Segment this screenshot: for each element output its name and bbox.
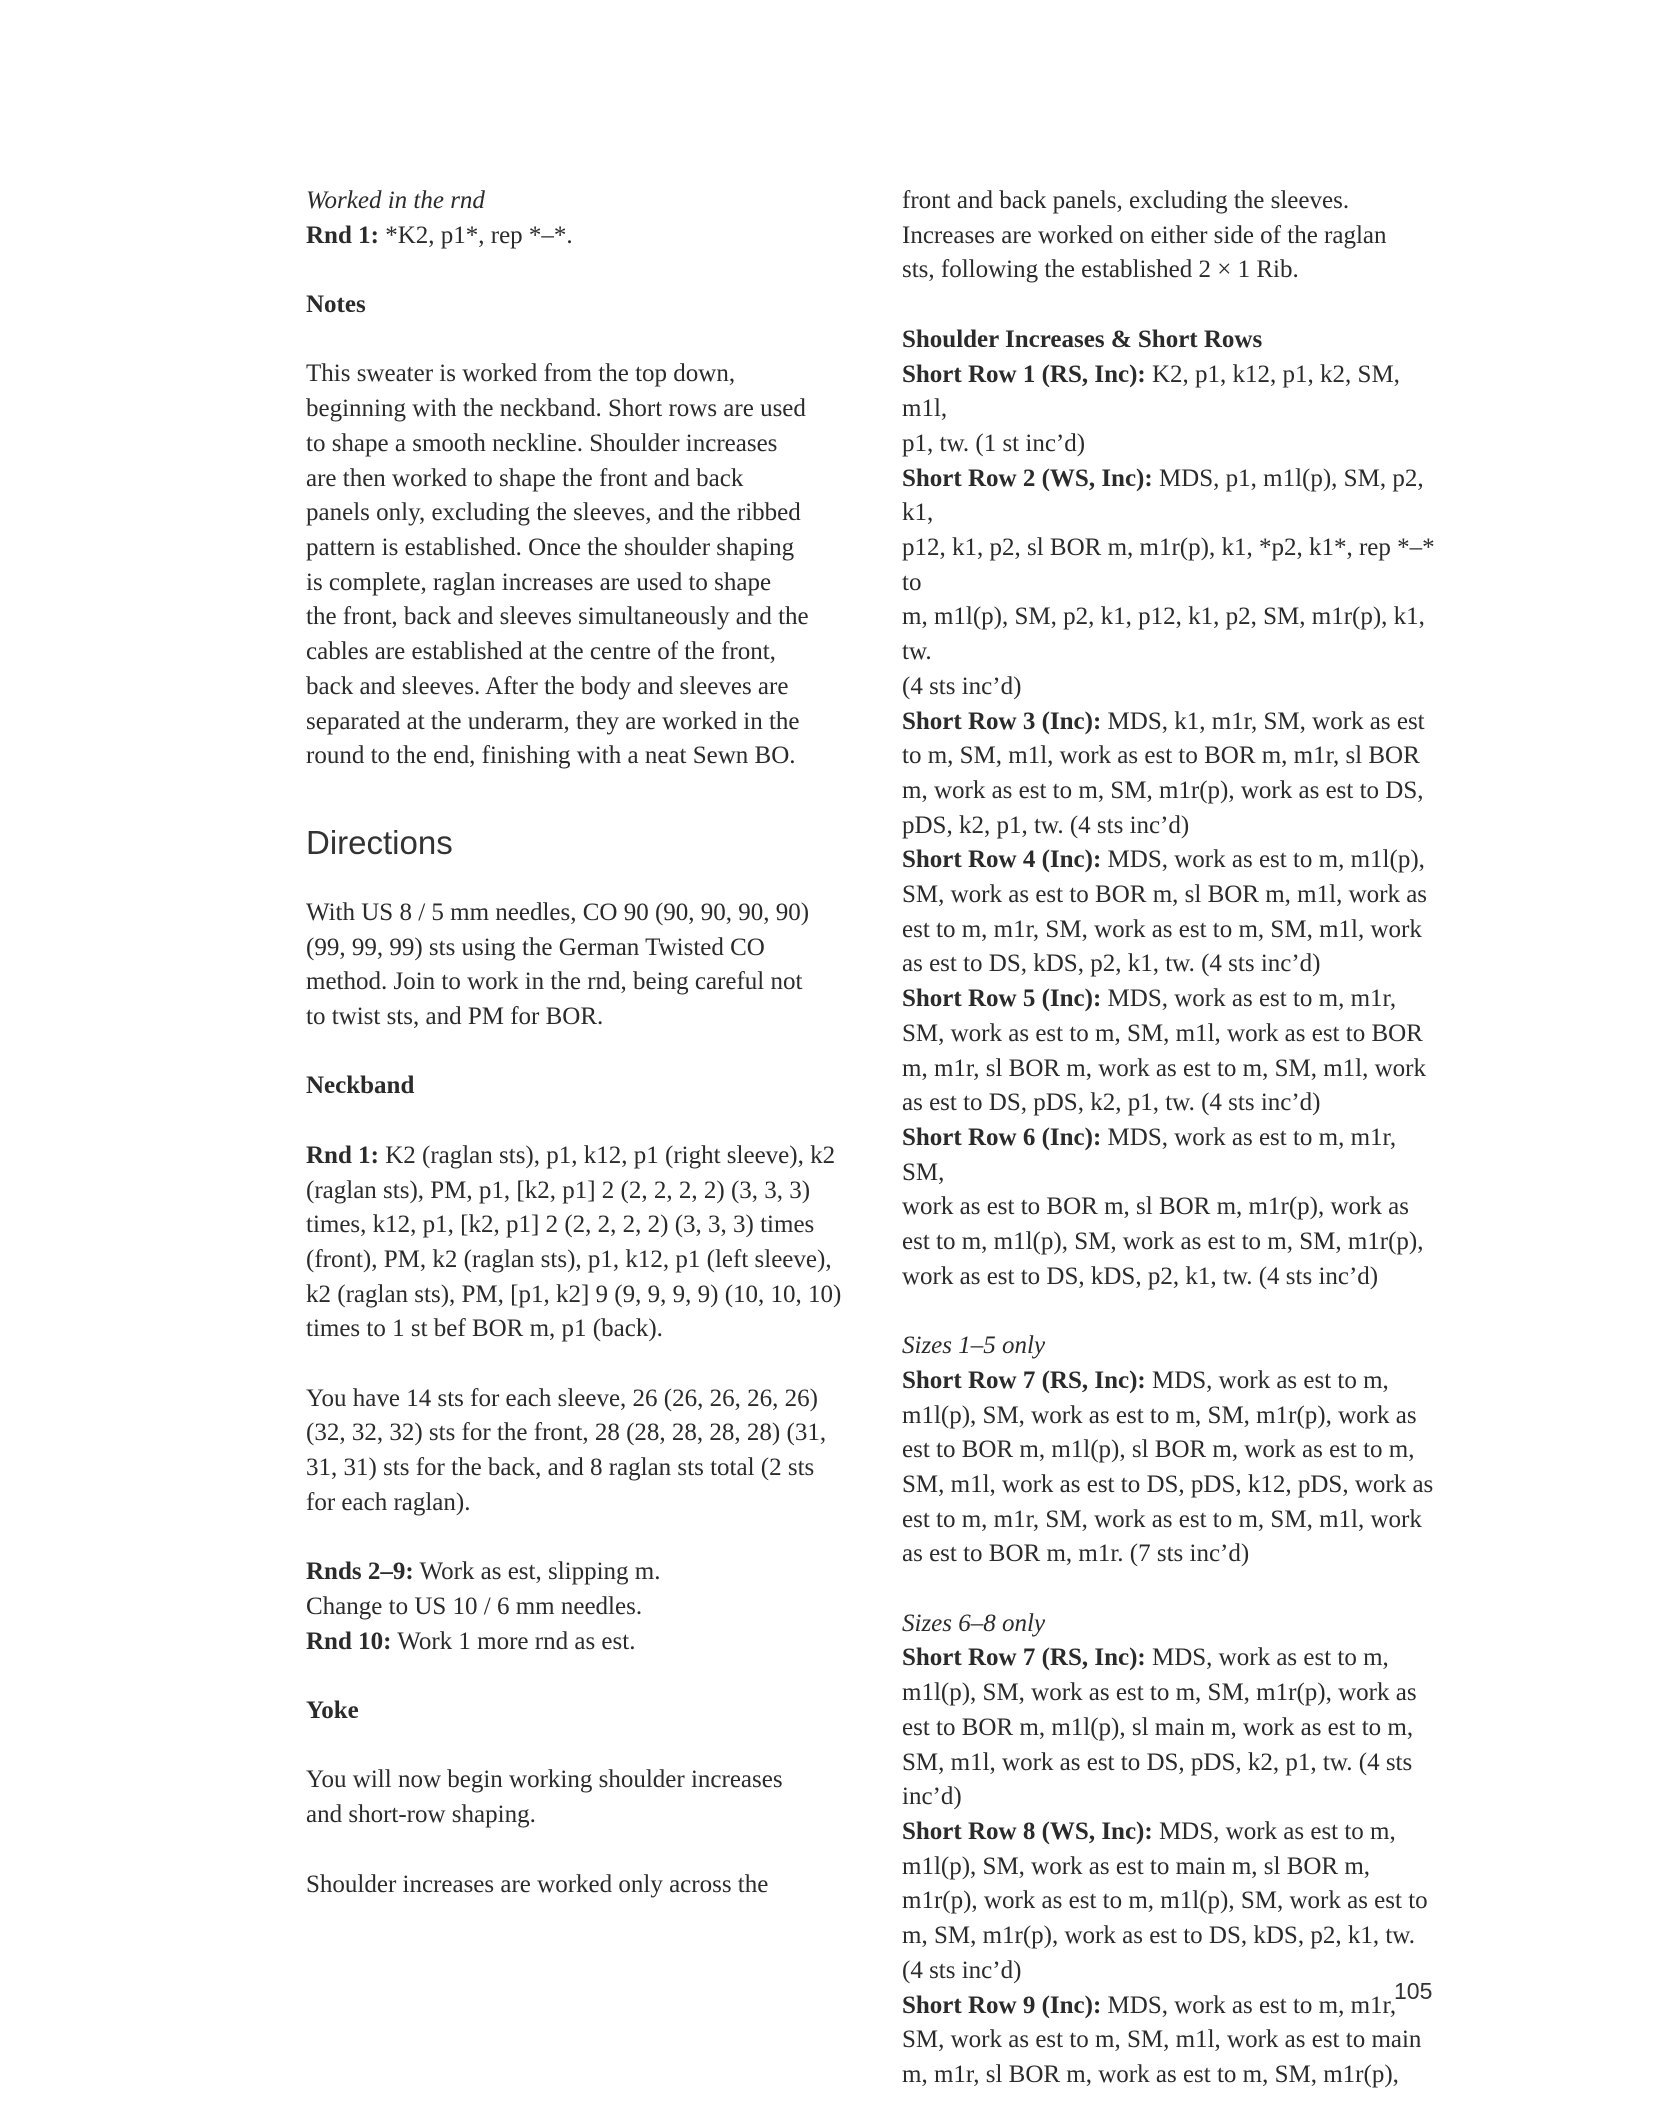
short-row-line: est to m, m1r, SM, work as est to m, SM, m1l, work <box>902 1505 1422 1533</box>
short-row-line <box>902 1641 1442 1676</box>
short-row-label: Short Row 1 (RS, Inc): <box>902 360 1146 388</box>
notes-line: round to the end, finishing with a neat Sewn BO. <box>306 742 796 770</box>
short-row-text: MDS, p1, m1l(p), SM, p2, k1, <box>902 464 1424 527</box>
short-row-line: work as est to DS, kDS, p2, k1, tw. (4 sts inc’d) <box>902 1262 1379 1290</box>
neckband-rnd1-line: (front), PM, k2 (raglan sts), p1, k12, p1 (left sleeve), <box>306 1245 832 1273</box>
rib-rnd-text: *K2, p1*, rep *–*. <box>378 221 573 249</box>
short-rows-group-b <box>902 1364 1442 1572</box>
short-row-label: Short Row 9 (Inc): <box>902 1991 1102 2019</box>
short-row-label: Short Row 4 (Inc): <box>902 846 1102 874</box>
short-rows-group-a <box>902 358 1442 1295</box>
short-row-text: MDS, work as est to m, <box>1152 1818 1396 1845</box>
neckband-rnd1-line: times to 1 st bef BOR m, p1 (back). <box>306 1315 663 1343</box>
directions-line: (99, 99, 99) sts using the German Twisted CO <box>306 933 765 961</box>
short-row-text: MDS, work as est to m, <box>1145 1644 1389 1672</box>
shoulder-intro-line: Shoulder increases are worked only across the <box>306 1870 769 1898</box>
count-line: 31, 31) sts for the back, and 8 raglan sts total (2 sts <box>306 1454 815 1482</box>
right-column <box>902 184 1442 2093</box>
short-rows-group-c <box>902 1641 1442 2092</box>
neckband-rnd1-line <box>306 1139 846 1174</box>
short-row-line: m, m1l(p), SM, p2, k1, p12, k1, p2, SM, m1r(p), k1, tw. <box>902 603 1425 666</box>
short-row-line: est to BOR m, m1l(p), sl main m, work as est to m, <box>902 1713 1414 1741</box>
rnds-2-9-label: Rnds 2–9: <box>306 1558 414 1586</box>
rnd-10-label: Rnd 10: <box>306 1627 392 1655</box>
short-row-line: m, m1r, sl BOR m, work as est to m, SM, m1l, work <box>902 1054 1427 1082</box>
notes-line: This sweater is worked from the top down, <box>306 360 736 388</box>
yoke-heading: Yoke <box>306 1697 359 1725</box>
short-row-line <box>902 1121 1442 1190</box>
directions-line: With US 8 / 5 mm needles, CO 90 (90, 90, 90, 90) <box>306 898 810 926</box>
short-row-line: pDS, k2, p1, tw. (4 sts inc’d) <box>902 811 1190 839</box>
short-row-line <box>902 358 1442 427</box>
short-row-line: (4 sts inc’d) <box>902 1956 1022 1984</box>
rnds-2-9-text: Work as est, slipping m. <box>413 1558 661 1586</box>
rnds-block <box>306 1555 846 1659</box>
short-row-line: SM, work as est to m, SM, m1l, work as est to main <box>902 2026 1422 2054</box>
short-row-line <box>902 1364 1442 1399</box>
intro-line: front and back panels, excluding the sleeves. <box>902 187 1350 214</box>
short-row-line: p1, tw. (1 st inc’d) <box>902 429 1086 457</box>
neckband-rnd1 <box>306 1139 846 1347</box>
short-row-line: p12, k1, p2, sl BOR m, m1r(p), k1, *p2, k1*, rep *–* to <box>902 534 1435 596</box>
short-row-line: as est to DS, pDS, k2, p1, tw. (4 sts inc’d) <box>902 1089 1321 1117</box>
yoke-line: You will now begin working shoulder increases <box>306 1766 783 1794</box>
directions-line: to twist sts, and PM for BOR. <box>306 1003 604 1031</box>
neckband-rnd1-line: k2 (raglan sts), PM, [p1, k2] 9 (9, 9, 9, 9) (10, 10, 10) <box>306 1280 842 1308</box>
short-row-line <box>902 705 1442 740</box>
notes-heading: Notes <box>306 291 366 319</box>
short-row-label: Short Row 7 (RS, Inc): <box>902 1366 1146 1394</box>
short-row-text: MDS, work as est to m, <box>1145 1366 1389 1394</box>
short-row-line: m1l(p), SM, work as est to m, SM, m1r(p), work as <box>902 1679 1417 1707</box>
short-row-text: MDS, work as est to m, m1r, SM, <box>902 1123 1397 1186</box>
rnd-10-text: Work 1 more rnd as est. <box>391 1627 636 1655</box>
page-number: 105 <box>1394 1978 1433 2004</box>
rnds-2-9-line <box>306 1555 846 1590</box>
short-row-line <box>902 1989 1442 2024</box>
short-row-text: MDS, work as est to m, m1r, <box>1101 1991 1397 2019</box>
yoke-line: and short-row shaping. <box>306 1801 536 1829</box>
intro-line: Increases are worked on either side of the raglan <box>902 221 1387 249</box>
count-line: You have 14 sts for each sleeve, 26 (26, 26, 26, 26) <box>306 1384 818 1412</box>
shoulder-increases-heading: Shoulder Increases & Short Rows <box>902 325 1263 353</box>
short-row-text: MDS, k1, m1r, SM, work as est <box>1101 707 1425 735</box>
notes-line: to shape a smooth neckline. Shoulder increases <box>306 429 778 457</box>
count-line: (32, 32, 32) sts for the front, 28 (28, 28, 28, 28) (31, <box>306 1419 827 1447</box>
short-row-line <box>902 1815 1442 1850</box>
short-row-line: m1l(p), SM, work as est to m, SM, m1r(p), work as <box>902 1401 1417 1429</box>
short-row-text: K2, p1, k12, p1, k2, SM, m1l, <box>902 360 1400 423</box>
short-row-line: est to m, m1l(p), SM, work as est to m, SM, m1r(p), <box>902 1228 1424 1256</box>
short-row-line: m, SM, m1r(p), work as est to DS, kDS, p2, k1, tw. <box>902 1922 1415 1950</box>
short-row-line: est to m, m1r, SM, work as est to m, SM, m1l, work <box>902 915 1422 943</box>
neckband-rnd1-text: K2 (raglan sts), p1, k12, p1 (right sleeve), k2 <box>378 1141 836 1169</box>
short-row-label: Short Row 8 (WS, Inc): <box>902 1818 1153 1845</box>
worked-in-rnd-label: Worked in the rnd <box>306 187 485 214</box>
count-line: for each raglan). <box>306 1488 471 1516</box>
intro-paragraph <box>902 184 1442 288</box>
short-row-text: MDS, work as est to m, m1l(p), <box>1101 846 1425 874</box>
rib-rnd-label: Rnd 1: <box>306 221 379 249</box>
short-row-line: m, m1r, sl BOR m, work as est to m, SM, m1r(p), <box>902 2060 1399 2088</box>
yoke-paragraph <box>306 1763 846 1832</box>
short-row-line: to m, SM, m1l, work as est to BOR m, m1r, sl BOR <box>902 742 1420 770</box>
short-row-label: Short Row 7 (RS, Inc): <box>902 1644 1146 1672</box>
notes-line: cables are established at the centre of the front, <box>306 638 776 666</box>
short-row-line: SM, work as est to m, SM, m1l, work as est to BOR <box>902 1019 1423 1047</box>
short-row-line: m, work as est to m, SM, m1r(p), work as est to DS, <box>902 776 1424 804</box>
short-row-label: Short Row 6 (Inc): <box>902 1123 1102 1151</box>
neckband-heading: Neckband <box>306 1072 415 1100</box>
short-row-line: SM, m1l, work as est to DS, pDS, k12, pDS, work as <box>902 1470 1434 1498</box>
change-needles-line: Change to US 10 / 6 mm needles. <box>306 1592 643 1620</box>
short-row-line: SM, m1l, work as est to DS, pDS, k2, p1, tw. (4 sts <box>902 1748 1413 1776</box>
short-row-label: Short Row 2 (WS, Inc): <box>902 464 1153 492</box>
sizes-1-5-label: Sizes 1–5 only <box>902 1332 1046 1360</box>
notes-line: separated at the underarm, they are worked in the <box>306 707 800 735</box>
short-row-line <box>902 462 1442 531</box>
notes-line: the front, back and sleeves simultaneously and the <box>306 603 809 631</box>
short-row-line: inc’d) <box>902 1783 962 1811</box>
directions-line: method. Join to work in the rnd, being careful not <box>306 968 803 996</box>
notes-paragraph <box>306 357 846 773</box>
notes-line: pattern is established. Once the shoulder shaping <box>306 534 795 561</box>
intro-line: sts, following the established 2 × 1 Rib. <box>902 256 1299 284</box>
short-row-line: est to BOR m, m1l(p), sl BOR m, work as est to m, <box>902 1436 1415 1464</box>
short-row-label: Short Row 3 (Inc): <box>902 707 1102 735</box>
short-row-text: MDS, work as est to m, m1r, <box>1101 985 1397 1013</box>
short-row-line: m1r(p), work as est to m, m1l(p), SM, work as est to <box>902 1887 1428 1915</box>
short-row-line: SM, work as est to BOR m, sl BOR m, m1l, work as <box>902 881 1428 909</box>
neckband-rnd1-line: times, k12, p1, [k2, p1] 2 (2, 2, 2, 2) (3, 3, 3) times <box>306 1211 815 1239</box>
rib-rnd-line <box>306 219 846 254</box>
notes-line: is complete, raglan increases are used to shape <box>306 568 772 596</box>
notes-line: are then worked to shape the front and back <box>306 464 744 492</box>
short-row-line: (4 sts inc’d) <box>902 672 1022 700</box>
sizes-6-8-label: Sizes 6–8 only <box>902 1609 1046 1637</box>
neckband-rnd1-label: Rnd 1: <box>306 1141 379 1169</box>
short-row-line: m1l(p), SM, work as est to main m, sl BOR m, <box>902 1852 1371 1880</box>
left-column <box>306 184 846 1902</box>
notes-line: beginning with the neckband. Short rows are used <box>306 395 806 423</box>
neckband-rnd1-line: (raglan sts), PM, p1, [k2, p1] 2 (2, 2, 2, 2) (3, 3, 3) <box>306 1176 811 1204</box>
short-row-line: as est to BOR m, m1r. (7 sts inc’d) <box>902 1540 1250 1568</box>
directions-paragraph <box>306 896 846 1035</box>
short-row-line: as est to DS, kDS, p2, k1, tw. (4 sts inc’d) <box>902 950 1321 978</box>
short-row-line <box>902 982 1442 1017</box>
short-row-label: Short Row 5 (Inc): <box>902 985 1102 1013</box>
notes-line: back and sleeves. After the body and sleeves are <box>306 672 789 700</box>
directions-title: Directions <box>306 823 453 861</box>
short-row-line: work as est to BOR m, sl BOR m, m1r(p), work as <box>902 1193 1409 1221</box>
rnd-10-line <box>306 1625 846 1660</box>
short-row-line <box>902 843 1442 878</box>
stitch-count-paragraph <box>306 1382 846 1521</box>
notes-line: panels only, excluding the sleeves, and the ribbed <box>306 499 801 527</box>
